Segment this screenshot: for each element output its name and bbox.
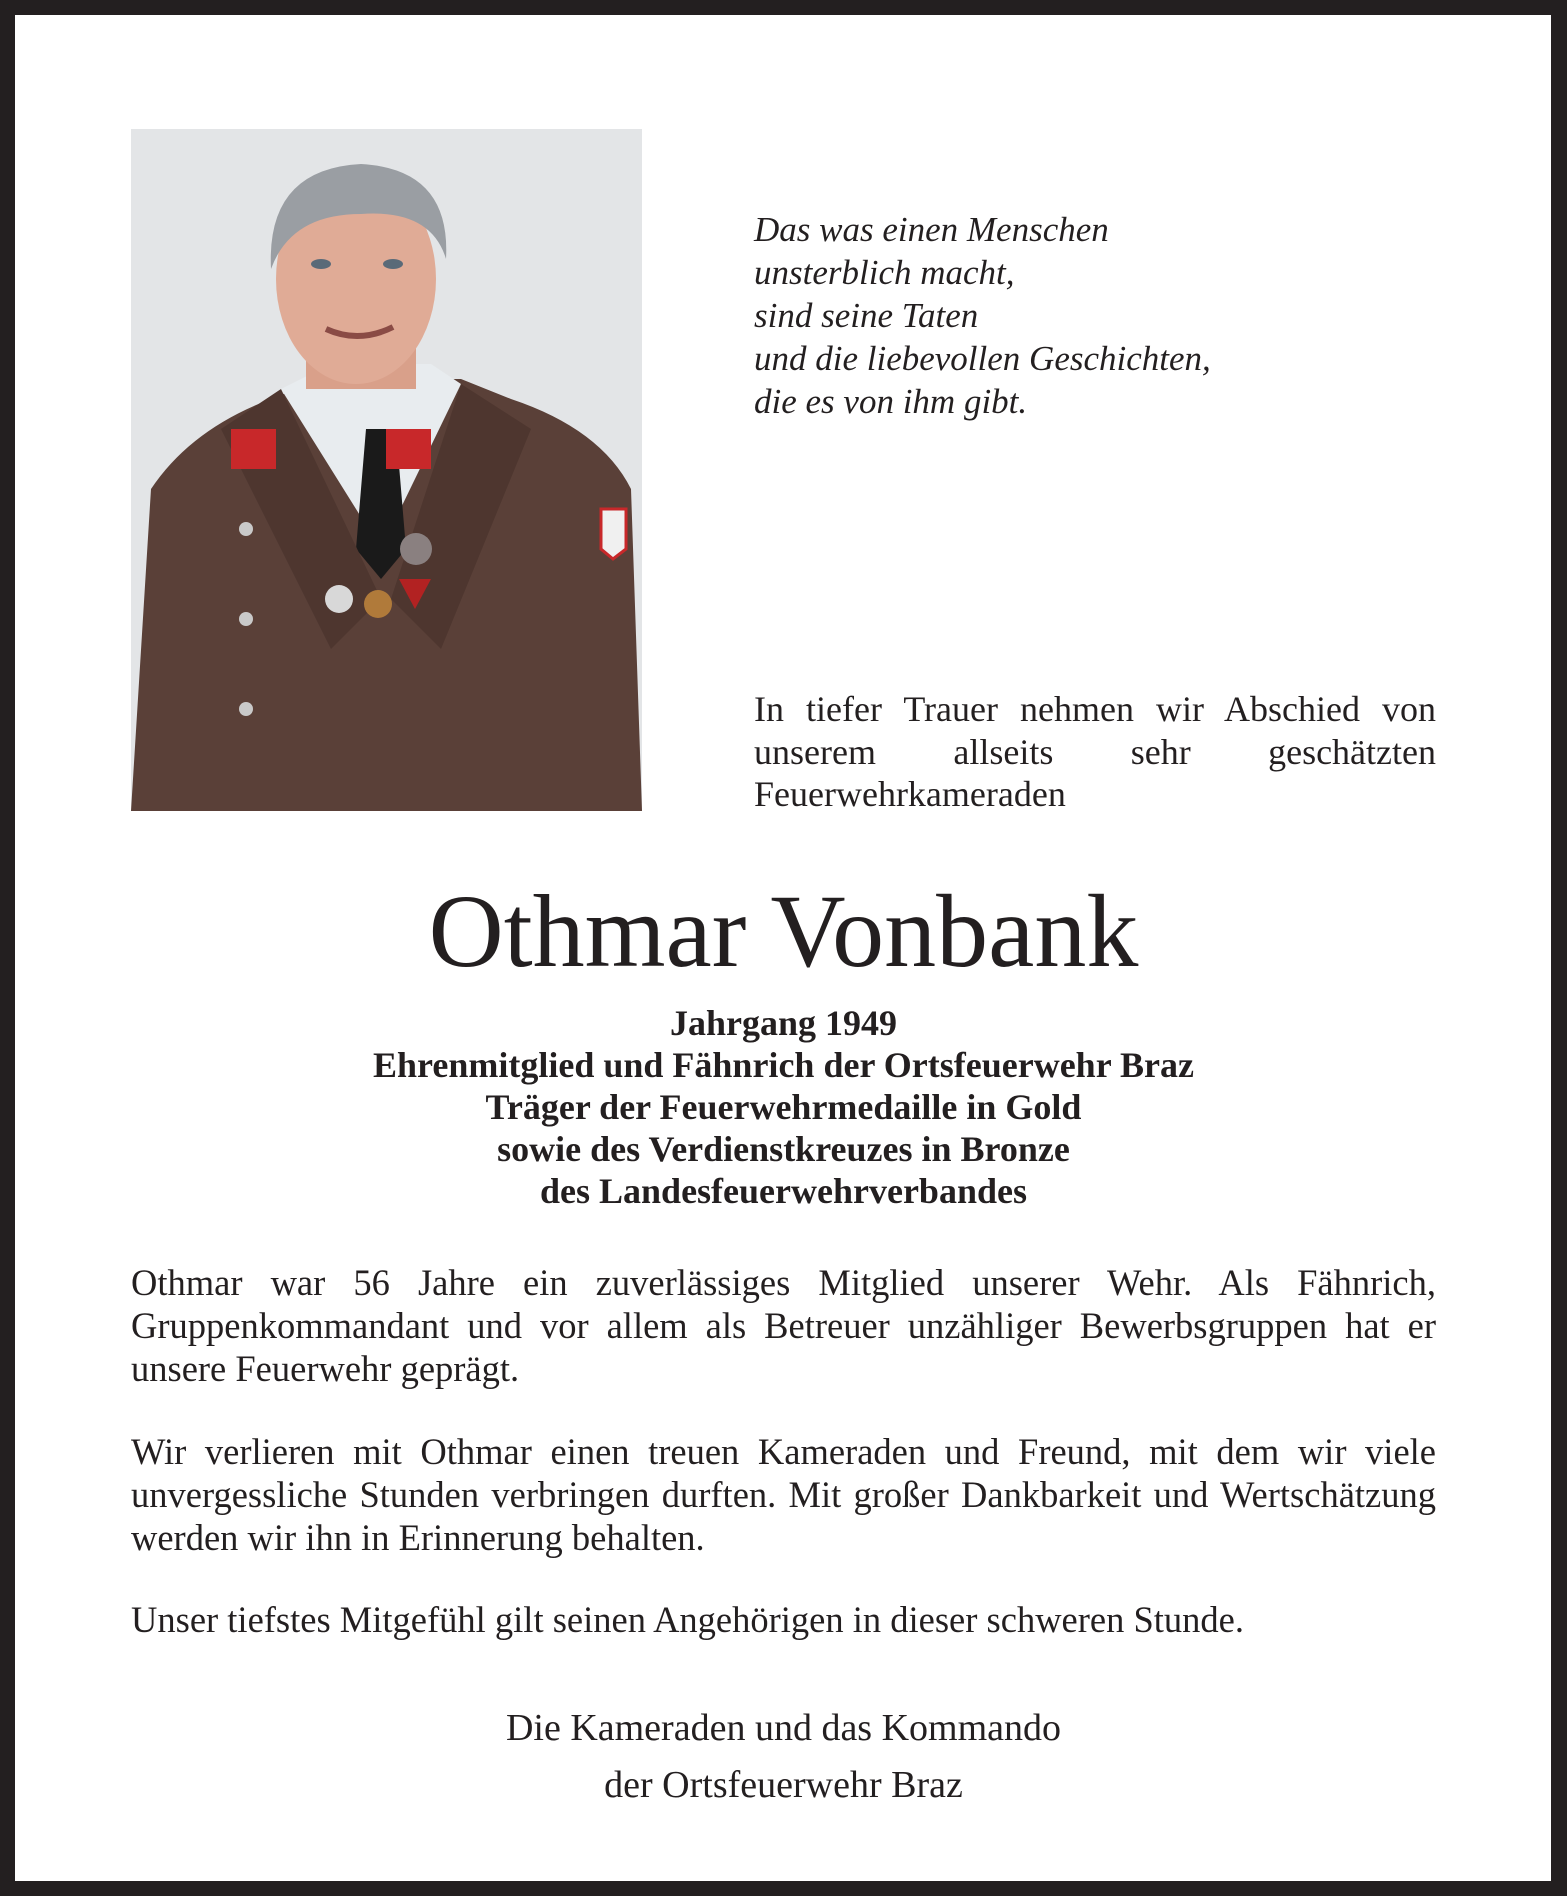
honor-line: Träger der Feuerwehrmedaille in Gold [485,1087,1082,1127]
honors-list [0,1002,1567,1212]
portrait-photo [131,129,642,811]
memorial-poem [754,208,1211,423]
poem-line: unsterblich macht, [754,253,1015,292]
poem-line: die es von ihm gibt. [754,382,1028,421]
deceased-name: Othmar Vonbank [428,874,1139,989]
signature [0,1700,1567,1814]
honor-line: sowie des Verdienstkreuzes in Bronze [497,1129,1070,1169]
honor-line: des Landesfeuerwehrverbandes [540,1171,1027,1211]
poem-line: und die liebevollen Geschichten, [754,339,1211,378]
intro-text: In tiefer Trauer nehmen wir Abschied von unserem allseits sehr geschätzten Feuerwehrkameraden [754,689,1436,814]
honor-line: Ehrenmitglied und Fähnrich der Ortsfeuerwehr Braz [373,1045,1194,1085]
poem-line: sind seine Taten [754,296,979,335]
paragraph-service: Othmar war 56 Jahre ein zuverlässiges Mitglied unserer Wehr. Als Fähnrich, Gruppenkommandant und vor allem als Betreuer unzähliger Bewerbsgruppen hat er unsere Feuerwehr geprägt. [131,1262,1436,1389]
signature-line: der Ortsfeuerwehr Braz [604,1764,963,1806]
honor-line: Jahrgang 1949 [669,1003,898,1043]
poem-line: Das was einen Menschen [754,210,1109,249]
signature-line: Die Kameraden und das Kommando [505,1707,1062,1749]
paragraph-condolence: Unser tiefstes Mitgefühl gilt seinen Angehörigen in dieser schweren Stunde. [131,1599,1245,1640]
paragraph-tribute: Wir verlieren mit Othmar einen treuen Kameraden und Freund, mit dem wir viele unvergessliche Stunden verbringen durften. Mit großer Dankbarkeit und Wertschätzung werden wir ihn in Erinnerung behalten. [131,1431,1436,1558]
